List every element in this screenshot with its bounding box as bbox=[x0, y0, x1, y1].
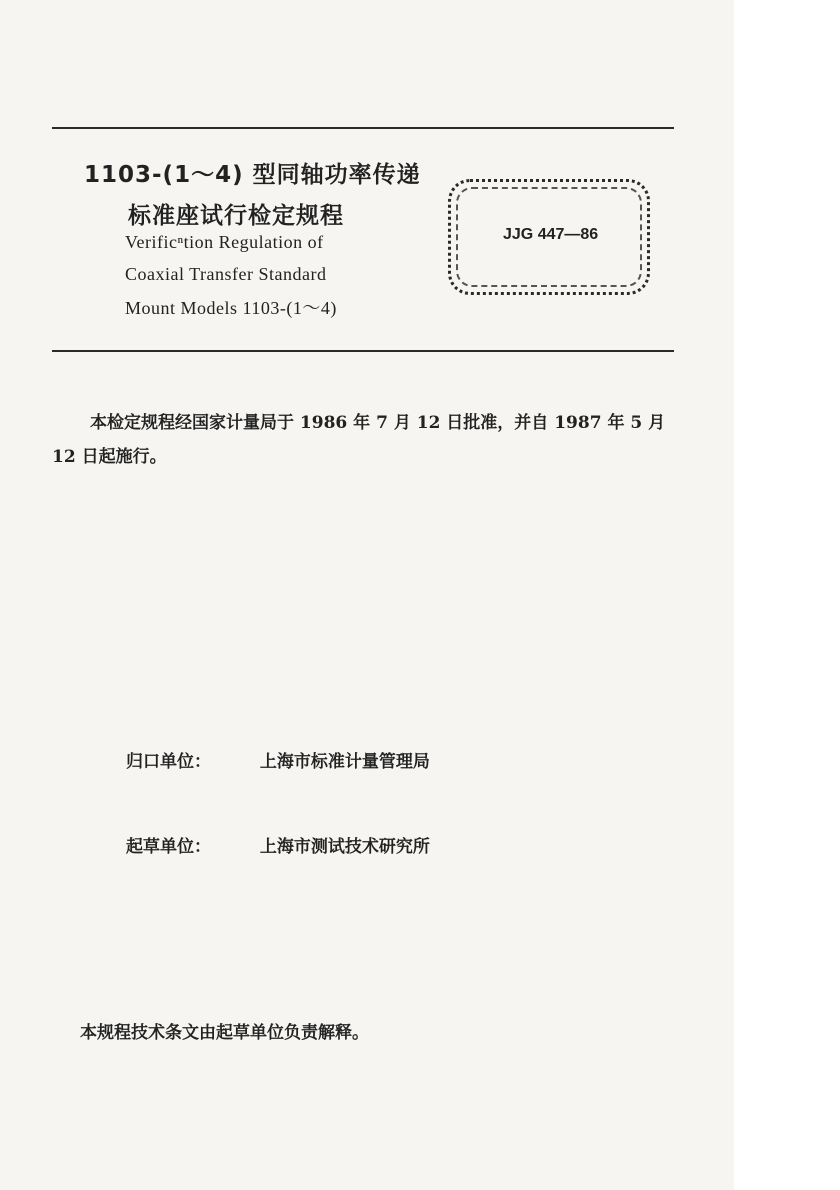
standard-code-box bbox=[448, 179, 650, 295]
responsible-unit-label: 归口单位： bbox=[126, 752, 211, 772]
drafting-unit-row bbox=[126, 832, 430, 857]
title-en-line2: Coaxial Transfer Standard bbox=[125, 264, 327, 284]
approval-paragraph: 本检定规程经国家计量局于 1986 年 7 月 12 日批准，并自 1987 年 5 月 12 日起施行。 bbox=[52, 413, 666, 467]
title-en-line3: Mount Models 1103-(1～4) bbox=[125, 298, 337, 318]
interpretation-note: 本规程技术条文由起草单位负责解释。 bbox=[80, 1023, 369, 1043]
page-edge bbox=[734, 0, 840, 1190]
title-en-line1: Verificⁿtion Regulation of bbox=[125, 232, 324, 252]
title-zh-line2: 标准座试行检定规程 bbox=[128, 203, 344, 229]
top-rule bbox=[52, 127, 674, 129]
drafting-unit-label: 起草单位： bbox=[126, 837, 211, 857]
responsible-unit-value: 上海市标准计量管理局 bbox=[259, 752, 430, 772]
title-zh-line1: 1103-(1～4) 型同轴功率传递 bbox=[84, 162, 421, 188]
drafting-unit-value: 上海市测试技术研究所 bbox=[259, 837, 430, 857]
bottom-rule bbox=[52, 350, 674, 352]
standard-code: JJG 447—86 bbox=[503, 226, 599, 243]
responsible-unit-row bbox=[126, 747, 430, 772]
